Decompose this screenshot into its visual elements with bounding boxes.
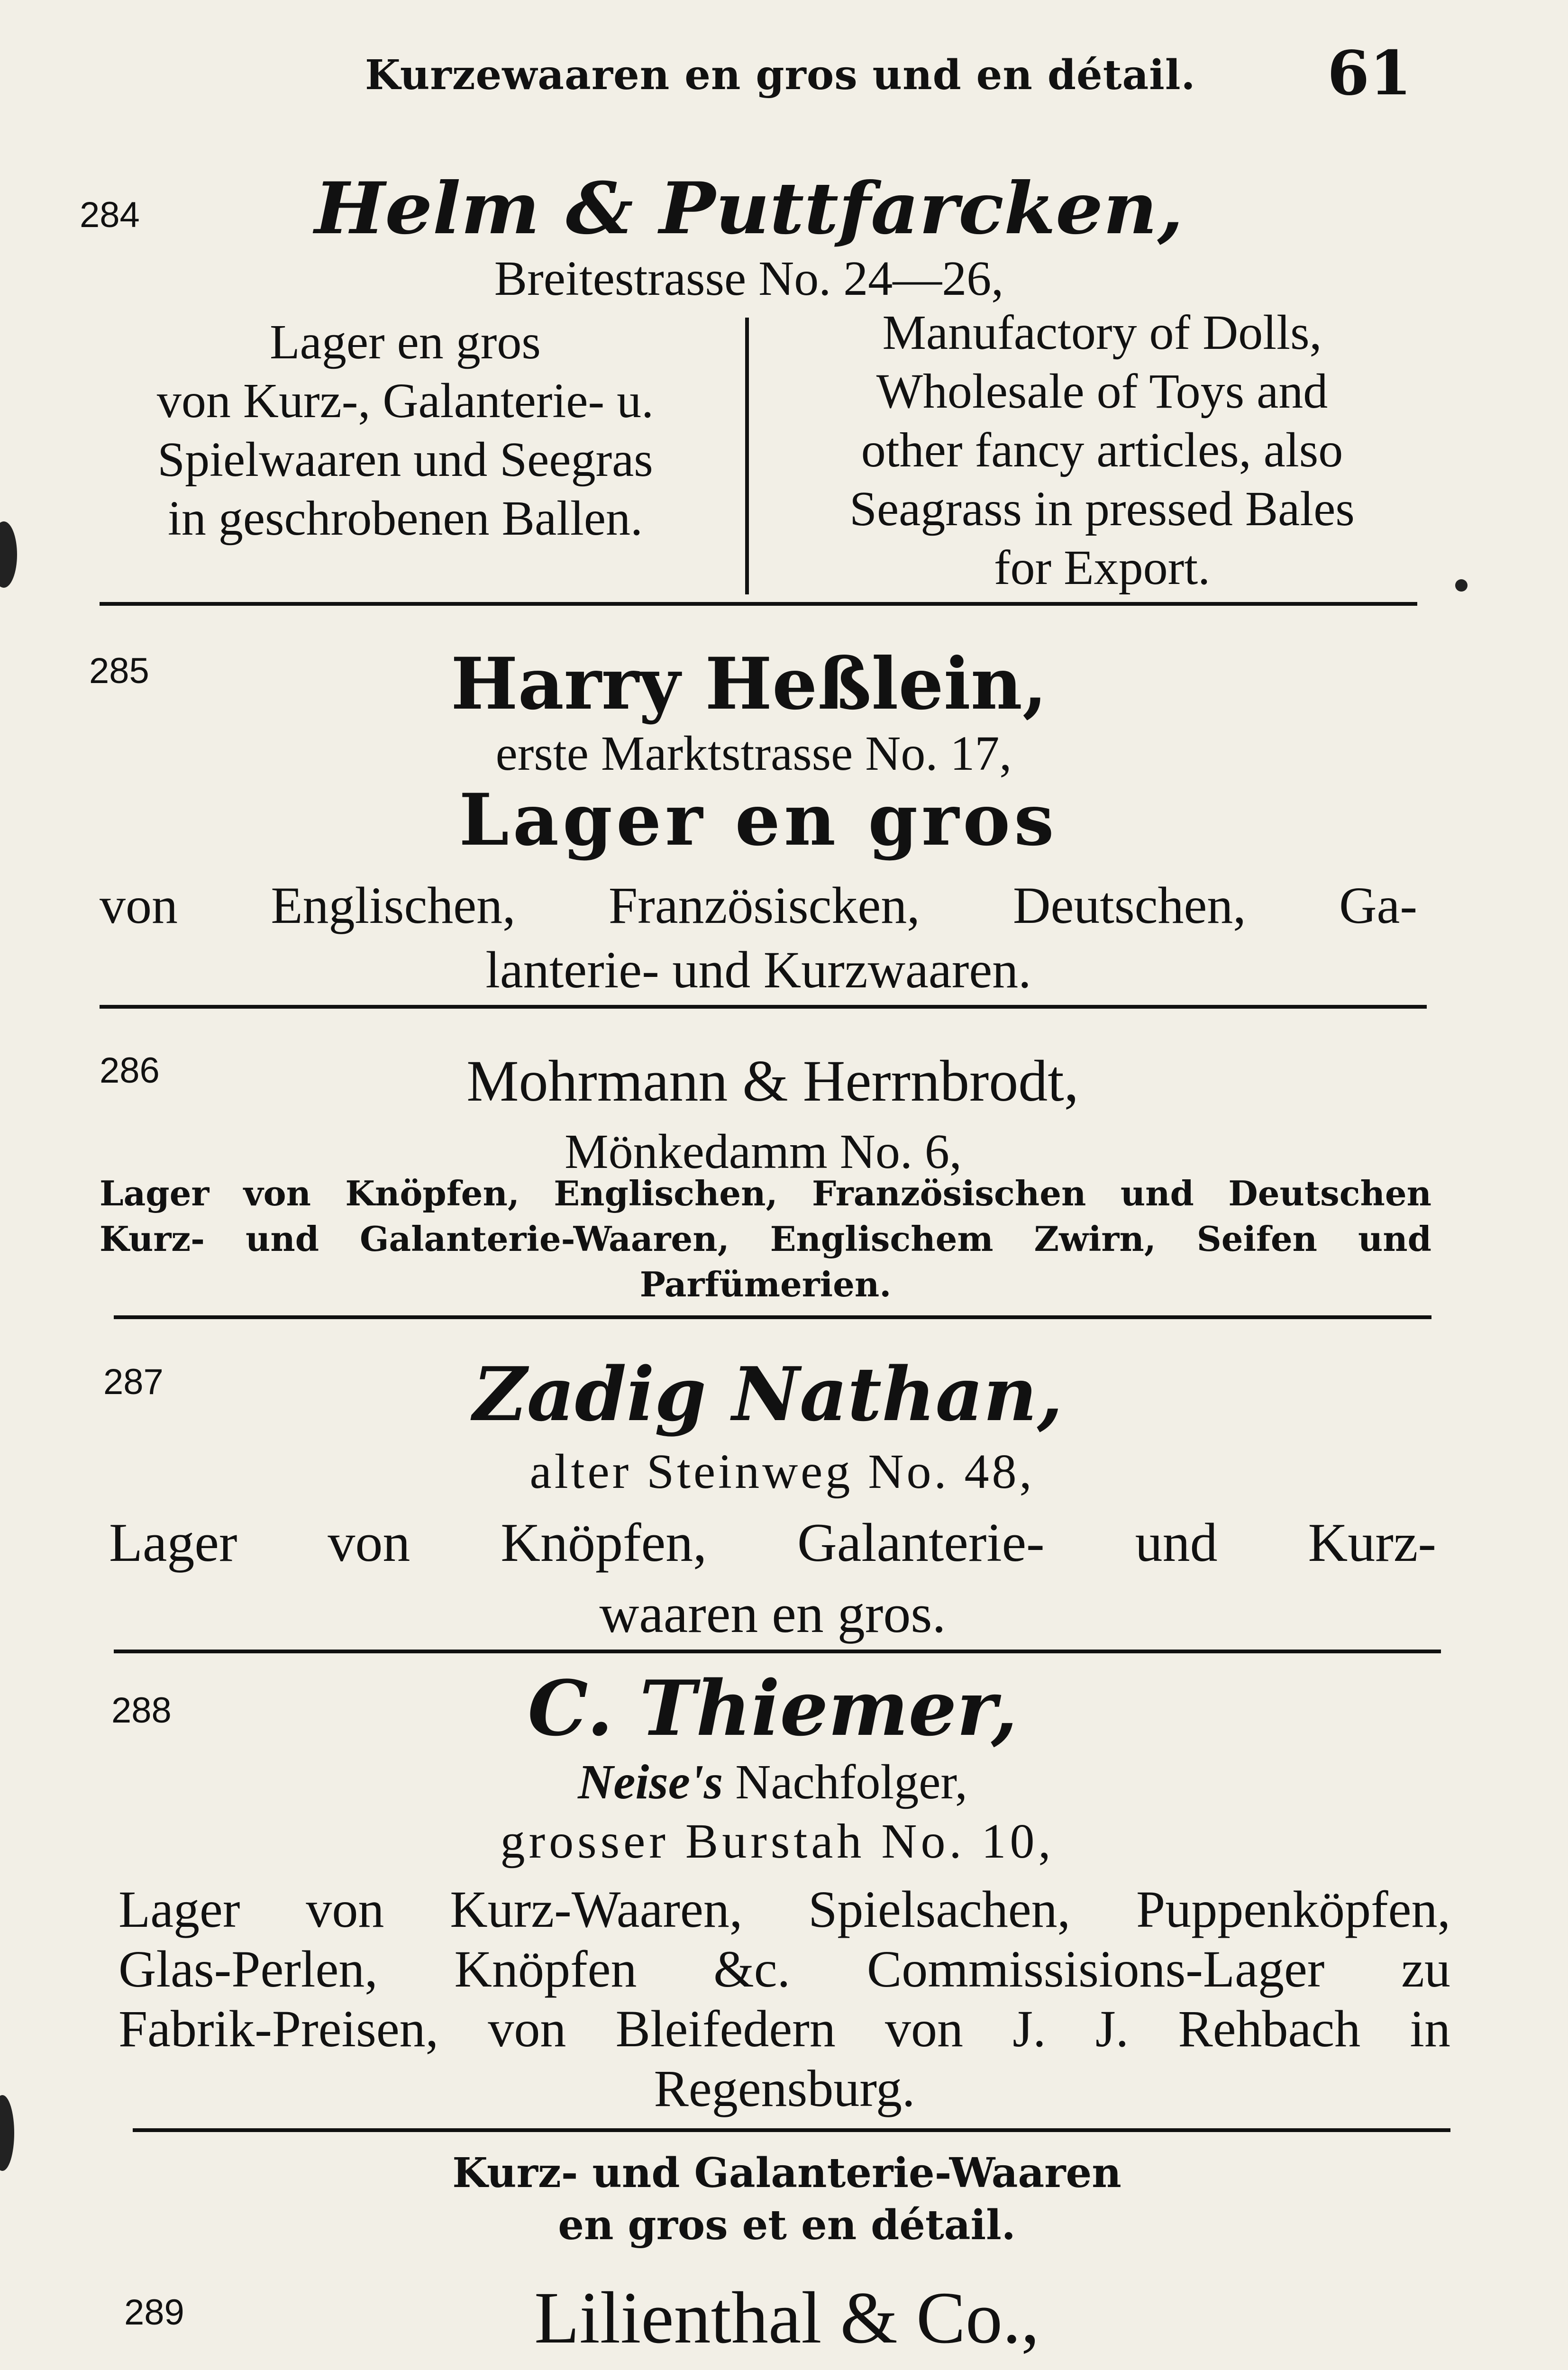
- text-line: Fabrik-Preisen, von Bleifedern von J. J. Rehbach in: [119, 2000, 1450, 2058]
- company-name: Zadig Nathan,: [473, 1351, 1063, 1438]
- page-number: 61: [1327, 38, 1412, 109]
- description-german: [81, 313, 730, 548]
- entry-number: 287: [103, 1362, 164, 1402]
- text-line: Lager von Kurz-Waaren, Spielsachen, Puppenköpfen,: [119, 1880, 1450, 1938]
- text-line: Parfümerien.: [639, 1264, 892, 1304]
- column-divider: [745, 318, 749, 594]
- company-name: Harry Heßlein,: [450, 642, 1048, 726]
- divider-rule: [100, 602, 1417, 606]
- divider-rule: [133, 2128, 1450, 2132]
- text-line: Kurz- und Galanterie-Waaren, Englischem Zwirn, Seifen und: [100, 1219, 1431, 1259]
- company-name: Helm & Puttfarcken,: [314, 167, 1184, 250]
- entry-number: 289: [124, 2292, 184, 2333]
- description-english: [777, 303, 1427, 597]
- text-line: Manufactory of Dolls,: [882, 305, 1322, 360]
- text-line: Regensburg.: [654, 2060, 915, 2117]
- text-line: for Export.: [994, 540, 1211, 595]
- successor-name: Neise's: [578, 1755, 723, 1809]
- text-line: in geschrobenen Ballen.: [167, 491, 643, 546]
- text-line: von Englischen, Französiscken, Deutschen, Ga-: [100, 876, 1417, 934]
- section-heading-line: Kurz- und Galanterie-Waaren: [452, 2149, 1121, 2197]
- divider-rule: [100, 1005, 1427, 1009]
- description: [100, 873, 1417, 1002]
- description: [109, 1507, 1436, 1650]
- address: grosser Burstah No. 10,: [500, 1814, 1055, 1869]
- text-line: Seagrass in pressed Bales: [849, 482, 1355, 536]
- address: alter Steinweg No. 48,: [529, 1444, 1035, 1499]
- company-name: C. Thiemer,: [528, 1664, 1018, 1753]
- description: [100, 1171, 1431, 1307]
- divider-rule: [114, 1315, 1431, 1319]
- company-name: Mohrmann & Herrnbrodt,: [466, 1048, 1079, 1113]
- divider-rule: [114, 1650, 1441, 1653]
- text-line: Glas-Perlen, Knöpfen &c. Commissisions-Lager zu: [119, 1940, 1450, 1998]
- address: Breitestrasse No. 24—26,: [494, 251, 1004, 306]
- address: erste Marktstrasse No. 17,: [495, 726, 1012, 781]
- successor-suffix: Nachfolger,: [735, 1755, 967, 1809]
- text-line: Lager en gros: [270, 315, 541, 369]
- successor-line: [474, 1754, 1071, 1810]
- entry-number: 286: [100, 1050, 160, 1091]
- text-line: von Kurz-, Galanterie- u.: [156, 374, 654, 428]
- text-line: Lager von Knöpfen, Englischen, Französischen und Deutschen: [100, 1173, 1431, 1213]
- section-heading: [265, 2147, 1308, 2252]
- scan-edge-mark-top: [0, 521, 17, 588]
- text-line: Wholesale of Toys and: [876, 364, 1328, 419]
- text-line: Lager von Knöpfen, Galanterie- und Kurz-: [109, 1513, 1436, 1573]
- company-name: Lilienthal & Co.,: [534, 2277, 1039, 2359]
- entry-number: 284: [80, 195, 140, 235]
- section-heading-line: en gros et en détail.: [558, 2201, 1016, 2249]
- text-line: lanterie- und Kurzwaaren.: [485, 941, 1031, 999]
- text-line: other fancy articles, also: [861, 423, 1343, 477]
- text-line: waaren en gros.: [599, 1584, 946, 1644]
- scan-dot: [1455, 579, 1468, 592]
- headline: Lager en gros: [459, 778, 1058, 862]
- entry-number: 288: [111, 1690, 172, 1731]
- address: Mönkedamm No. 6,: [565, 1124, 962, 1179]
- entry-number: 285: [89, 651, 149, 691]
- scan-edge-mark-bottom: [0, 2095, 14, 2171]
- running-title: Kurzewaaren en gros und en détail.: [365, 51, 1196, 99]
- text-line: Spielwaaren und Seegras: [157, 432, 653, 487]
- description: [119, 1879, 1450, 2118]
